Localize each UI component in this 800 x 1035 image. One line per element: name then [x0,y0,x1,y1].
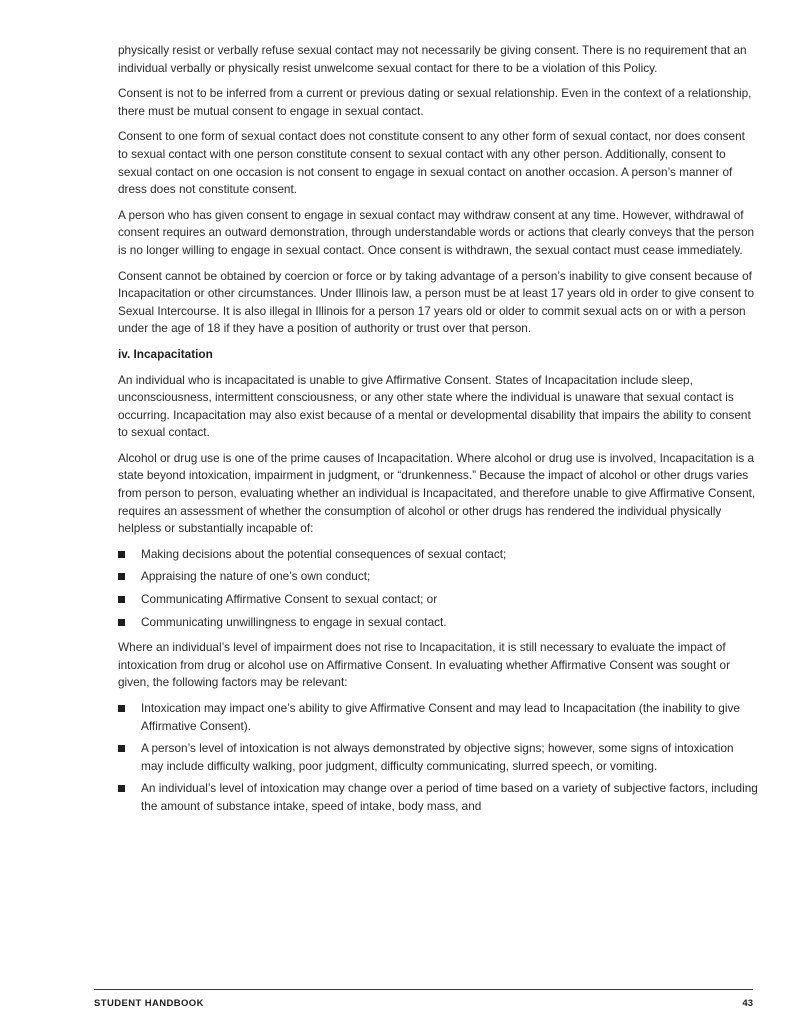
bullet-square-icon [118,551,125,558]
paragraph-impairment: Where an individual’s level of impairment does not rise to Incapacitation, it is still necessary to evaluate the impact of intoxication from drug or alcohol use on Affirmative Consent. In evaluating whether Affirmative Consent was sought or given, the following factors may be relevant: [118,640,731,690]
paragraph-withdraw-consent: A person who has given consent to engage in sexual contact may withdraw consent at any time. However, withdrawal of consent requires an outward demonstration, through understandable words or actions that clearly conveys that the person is no longer willing to engage in sexual contact. Once consent is withdrawn, the sexual contact must cease immediately. [118,207,755,257]
list-item: Communicating Affirmative Consent to sexual contact; or [118,591,758,609]
list-item: Appraising the nature of one’s own conduct; [118,568,758,586]
section-heading-incapacitation: iv. Incapacitation [118,346,213,361]
paragraph-alcohol-drugs: Alcohol or drug use is one of the prime causes of Incapacitation. Where alcohol or drug use is involved, Incapacitation is a state beyond intoxication, impairment in judgment, or “drunkenness.” Because the impact of alcohol or other drugs varies from person to person, evaluating whether an individual is Incapacitated, and therefore unable to give Affirmative Consent, requires an assessment of whether the consumption of alcohol or other drugs has rendered the individual physically helpless or substantially incapable of: [118,450,756,536]
incapable-of-list [118,546,758,631]
page-number: 43 [742,998,753,1009]
list-item: A person’s level of intoxication is not always demonstrated by objective signs; however, some signs of intoxication may include difficulty walking, poor judgment, difficulty communicating, slurred speech, or vomiting. [118,740,758,775]
bullet-square-icon [118,705,125,712]
footer-divider [94,989,753,990]
bullet-square-icon [118,619,125,626]
page-body [118,42,758,824]
factors-list [118,700,758,816]
paragraph-incapacitated-definition: An individual who is incapacitated is unable to give Affirmative Consent. States of Incapacitation include sleep, unconsciousness, intermittent consciousness, or any other state where the individual is unaware that sexual contact is occurring. Incapacitation may also exist because of a mental or developmental disability that impairs the ability to consent to sexual contact. [118,372,751,440]
paragraph-coercion: Consent cannot be obtained by coercion or force or by taking advantage of a person’s inability to give consent because of Incapacitation or other circumstances. Under Illinois law, a person must be at least 17 years old in order to give consent to Sexual Intercourse. It is also illegal in Illinois for a person 17 years old or older to commit sexual acts on or with a person under the age of 18 if they have a position of authority or trust over that person. [118,268,755,336]
bullet-square-icon [118,596,125,603]
bullet-square-icon [118,573,125,580]
paragraph-prior-relationship: Consent is not to be inferred from a current or previous dating or sexual relationship. Even in the context of a relationship, there must be mutual consent to engage in sexual contact. [118,86,752,118]
list-item: An individual’s level of intoxication may change over a period of time based on a variety of subjective factors, including the amount of substance intake, speed of intake, body mass, and [118,780,758,815]
bullet-square-icon [118,745,125,752]
bullet-square-icon [118,785,125,792]
paragraph-one-form: Consent to one form of sexual contact does not constitute consent to any other form of sexual contact, nor does consent to sexual contact with one person constitute consent to sexual contact with any other person. Additionally, consent to sexual contact on one occasion is not consent to engage in sexual contact on another occasion. A person’s manner of dress does not constitute consent. [118,129,745,197]
footer-title: STUDENT HANDBOOK [94,998,204,1009]
paragraph-resist: physically resist or verbally refuse sexual contact may not necessarily be giving consent. There is no requirement that an individual verbally or physically resist unwelcome sexual contact for there to be a violation of this Policy. [118,43,747,75]
list-item: Making decisions about the potential consequences of sexual contact; [118,546,758,564]
list-item: Intoxication may impact one’s ability to give Affirmative Consent and may lead to Incapacitation (the inability to give Affirmative Consent). [118,700,758,735]
list-item: Communicating unwillingness to engage in sexual contact. [118,614,758,632]
